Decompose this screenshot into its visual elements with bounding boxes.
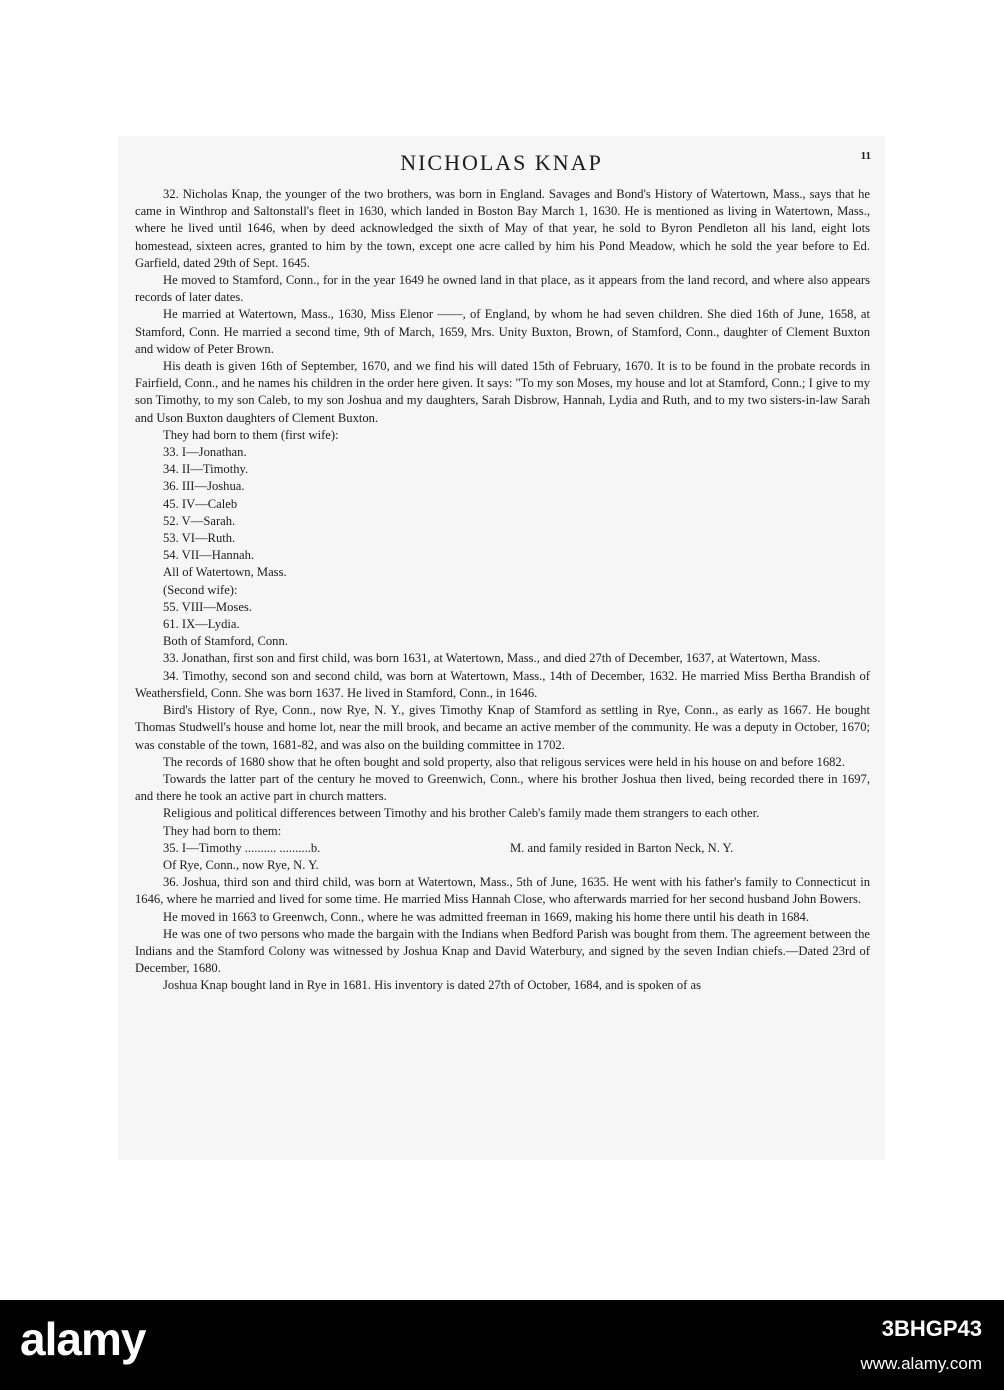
paragraph: He moved in 1663 to Greenwch, Conn., where he was admitted freeman in 1669, making his home there until his death in 1684. — [163, 909, 809, 924]
child-entry: 55. VIII—Moses. — [163, 599, 252, 614]
child-entry: 34. II—Timothy. — [163, 462, 249, 477]
paragraph: The records of 1680 show that he often bought and sold property, also that religous services were held in his house on and before 1682. — [163, 754, 845, 769]
child-entry: 33. I—Jonathan. — [163, 445, 247, 460]
children-place: Of Rye, Conn., now Rye, N. Y. — [163, 857, 319, 872]
children-intro: They had born to them (first wife): — [163, 427, 339, 442]
document-body — [135, 186, 870, 995]
child-entry: 61. IX—Lydia. — [163, 617, 240, 632]
site-url: www.alamy.com — [860, 1354, 982, 1373]
brand-logo: alamy — [20, 1313, 146, 1365]
paragraph: 33. Jonathan, first son and first child, was born 1631, at Watertown, Mass., and died 27th of December, 1637, at Watertown, Mass. — [163, 651, 821, 666]
document-page — [118, 136, 885, 1160]
second-wife-intro: (Second wife): — [163, 582, 238, 597]
paragraph: 34. Timothy, second son and second child, was born at Watertown, Mass., 14th of December, 1632. He married Miss Bertha Brandish of Weathersfield, Conn. She was born 1637. He lived in Stamford, Conn., in 1646. — [135, 668, 870, 700]
paragraph: Religious and political differences between Timothy and his brother Caleb's family made them strangers to each other. — [163, 806, 760, 821]
timothy-child-row — [135, 840, 870, 857]
child-note: M. and family resided in Barton Neck, N. Y. — [510, 840, 734, 855]
paragraph: He moved to Stamford, Conn., for in the year 1649 he owned land in that place, as it appears from the land record, and where also appears records of later dates. — [135, 273, 870, 305]
child-entry: 35. I—Timothy .......... ..........b. — [163, 840, 321, 855]
paragraph: He was one of two persons who made the bargain with the Indians when Bedford Parish was bought from them. The agreement between the Indians and the Stamford Colony was witnessed by Joshua Knap and David Waterbury, and signed by the seven Indian chiefs.—Dated 23rd of December, 1680. — [135, 926, 870, 976]
paragraph: Joshua Knap bought land in Rye in 1681. His inventory is dated 27th of October, 1684, and is spoken of as — [163, 978, 702, 993]
paragraph: 32. Nicholas Knap, the younger of the two brothers, was born in England. Savages and Bond's History of Watertown, Mass., says that he came in Winthrop and Saltonstall's fleet in 1630, which landed in Boston Bay March 1, 1630. He is mentioned as living in Watertown, Mass., where he lived until 1646, when by deed acknowledged the sixth of May of that year, he sold to Byron Pendleton all his land, eight lots homestead, sixteen acres, granted to him by the town, except one acre called by him his Pond Meadow, which he sold the year before to Ed. Garfield, dated 29th of Sept. 1645. — [135, 187, 870, 270]
children-place: Both of Stamford, Conn. — [163, 634, 288, 649]
paragraph: 36. Joshua, third son and third child, was born at Watertown, Mass., 5th of June, 1635. He went with his father's family to Connecticut in 1646, where he married and lived for some time. He married Miss Hannah Close, who afterwards married for her second husband John Bowers. — [135, 875, 870, 907]
child-entry: 52. V—Sarah. — [163, 513, 236, 528]
child-entry: 45. IV—Caleb — [163, 496, 238, 511]
image-id: 3BHGP43 — [881, 1316, 982, 1341]
child-entry: 53. VI—Ruth. — [163, 531, 236, 546]
child-entry: 54. VII—Hannah. — [163, 548, 255, 563]
child-entry: 36. III—Joshua. — [163, 479, 245, 494]
children-place: All of Watertown, Mass. — [163, 565, 287, 580]
timothy-children-intro: They had born to them: — [163, 823, 282, 838]
paragraph: Bird's History of Rye, Conn., now Rye, N. Y., gives Timothy Knap of Stamford as settling in Rye, Conn., as early as 1667. He bought Thomas Studwell's house and home lot, near the mill brook, and became an active member of the community. He was a deputy in October, 1670; was constable of the town, 1681-82, and was also on the building committee in 1702. — [135, 703, 870, 752]
page-number: 11 — [860, 150, 871, 162]
watermark-banner — [0, 1300, 1004, 1390]
page-title: NICHOLAS KNAP — [400, 150, 603, 175]
paragraph: His death is given 16th of September, 1670, and we find his will dated 15th of February, 1670. It is to be found in the probate records in Fairfield, Conn., and he names his children in the order here given. It says: "To my son Moses, my house and lot at Stamford, Conn.; I give to my son Timothy, to my son Caleb, to my son Joshua and my daughters, Sarah Disbrow, Hannah, Lydia and Ruth, and to my two sisters-in-law Sarah and Uson Buxton daughters of Clement Buxton. — [135, 359, 870, 425]
paragraph: Towards the latter part of the century he moved to Greenwich, Conn., where his brother Joshua then lived, being recorded there in 1697, and there he took an active part in church matters. — [135, 771, 870, 804]
paragraph: He married at Watertown, Mass., 1630, Miss Elenor ——, of England, by whom he had seven children. She died 16th of June, 1658, at Stamford, Conn. He married a second time, 9th of March, 1659, Mrs. Unity Buxton, Brown, of Stamford, Conn., daughter of Clement Buxton and widow of Peter Brown. — [135, 307, 870, 356]
